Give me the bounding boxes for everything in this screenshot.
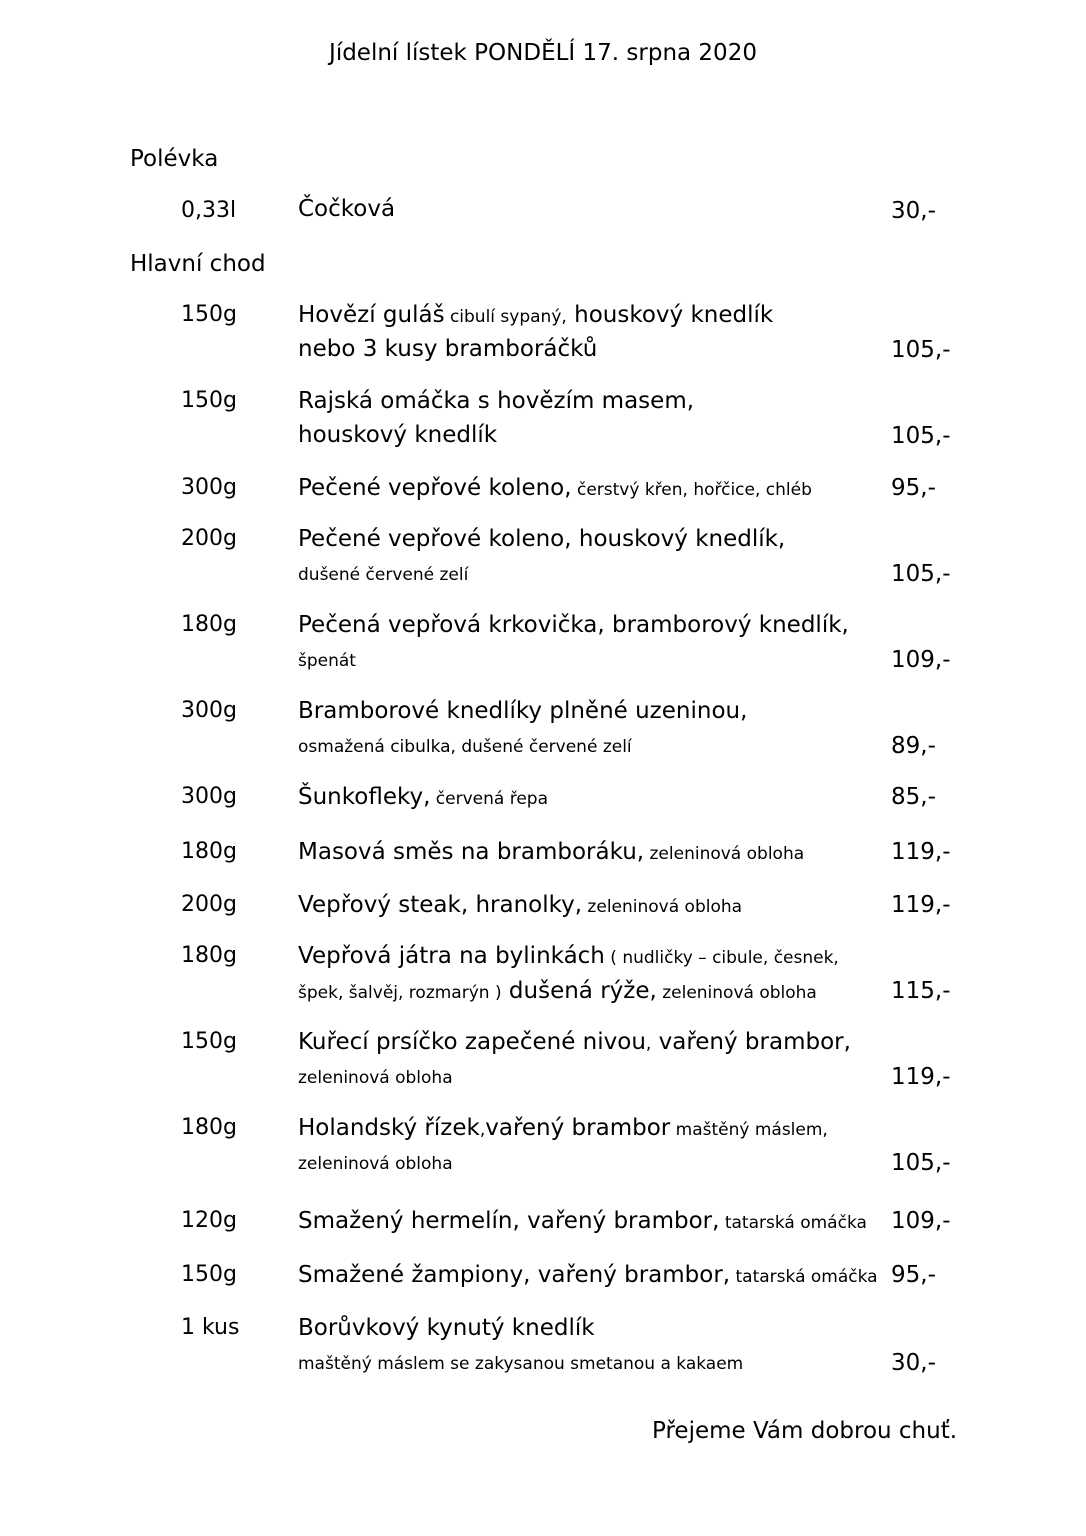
section-soup: Polévka — [130, 146, 219, 172]
item-weight: 180g — [181, 612, 237, 637]
menu-title: Jídelní lístek PONDĚLÍ 17. srpna 2020 — [329, 40, 757, 66]
item-price: 105,- — [891, 423, 951, 449]
item-weight: 300g — [181, 784, 237, 809]
item-price: 30,- — [891, 1350, 936, 1376]
item-weight: 150g — [181, 302, 237, 327]
item-price: 95,- — [891, 475, 936, 501]
item-weight: 180g — [181, 839, 237, 864]
item-price: 89,- — [891, 733, 936, 759]
item-weight: 200g — [181, 892, 237, 917]
item-weight: 150g — [181, 388, 237, 413]
item-price: 95,- — [891, 1262, 936, 1288]
item-line-1: Pečená vepřová krkovička, bramborový knedlík, — [298, 612, 849, 638]
item-line-2: zeleninová obloha — [298, 1068, 453, 1088]
item-price: 109,- — [891, 1208, 951, 1234]
item-weight: 200g — [181, 526, 237, 551]
item-line-2: maštěný máslem se zakysanou smetanou a kakaem — [298, 1354, 744, 1374]
item-name: Čočková — [298, 196, 396, 222]
item-line-1: Smažené žampiony, vařený brambor, tatarská omáčka — [298, 1262, 878, 1288]
item-price: 85,- — [891, 784, 936, 810]
item-line-2: špek, šalvěj, rozmarýn ) dušená rýže, zeleninová obloha — [298, 978, 817, 1004]
item-line-1: Vepřový steak, hranolky, zeleninová obloha — [298, 892, 743, 918]
item-line-1: Pečené vepřové koleno, čerstvý křen, hořčice, chléb — [298, 475, 812, 501]
item-weight: 0,33l — [181, 198, 237, 223]
item-line-2: houskový knedlík — [298, 422, 498, 448]
item-line-1: Kuřecí prsíčko zapečené nivou, vařený brambor, — [298, 1029, 851, 1055]
item-line-1: Masová směs na bramboráku, zeleninová obloha — [298, 839, 805, 865]
item-line-2: dušené červené zelí — [298, 565, 469, 585]
item-price: 30,- — [891, 198, 936, 224]
item-price: 119,- — [891, 1064, 951, 1090]
item-weight: 300g — [181, 698, 237, 723]
item-line-1: Hovězí guláš cibulí sypaný, houskový knedlík — [298, 302, 774, 328]
item-line-1: Holandský řízek,vařený brambor maštěný máslem, — [298, 1115, 828, 1141]
item-line-1: Borůvkový kynutý knedlík — [298, 1315, 595, 1341]
item-line-1: Šunkofleky, červená řepa — [298, 784, 548, 810]
item-line-1: Rajská omáčka s hovězím masem, — [298, 388, 695, 414]
item-line-1: Bramborové knedlíky plněné uzeninou, — [298, 698, 748, 724]
item-weight: 150g — [181, 1262, 237, 1287]
item-weight: 180g — [181, 1115, 237, 1140]
item-weight: 1 kus — [181, 1315, 240, 1340]
item-line-2: nebo 3 kusy bramboráčků — [298, 336, 598, 362]
item-line-1: Pečené vepřové koleno, houskový knedlík, — [298, 526, 786, 552]
item-price: 109,- — [891, 647, 951, 673]
closing-wish: Přejeme Vám dobrou chuť. — [652, 1418, 958, 1444]
item-weight: 120g — [181, 1208, 237, 1233]
item-price: 105,- — [891, 561, 951, 587]
item-price: 119,- — [891, 892, 951, 918]
item-line-1: Vepřová játra na bylinkách ( nudličky – cibule, česnek, — [298, 943, 839, 969]
item-price: 115,- — [891, 978, 951, 1004]
item-weight: 180g — [181, 943, 237, 968]
item-line-2: zeleninová obloha — [298, 1154, 453, 1174]
item-weight: 300g — [181, 475, 237, 500]
item-price: 105,- — [891, 1150, 951, 1176]
section-main: Hlavní chod — [130, 251, 266, 277]
item-line-1: Smažený hermelín, vařený brambor, tatarská omáčka — [298, 1208, 867, 1234]
item-line-2: špenát — [298, 651, 356, 671]
item-price: 119,- — [891, 839, 951, 865]
item-weight: 150g — [181, 1029, 237, 1054]
item-price: 105,- — [891, 337, 951, 363]
item-line-2: osmažená cibulka, dušené červené zelí — [298, 737, 632, 757]
